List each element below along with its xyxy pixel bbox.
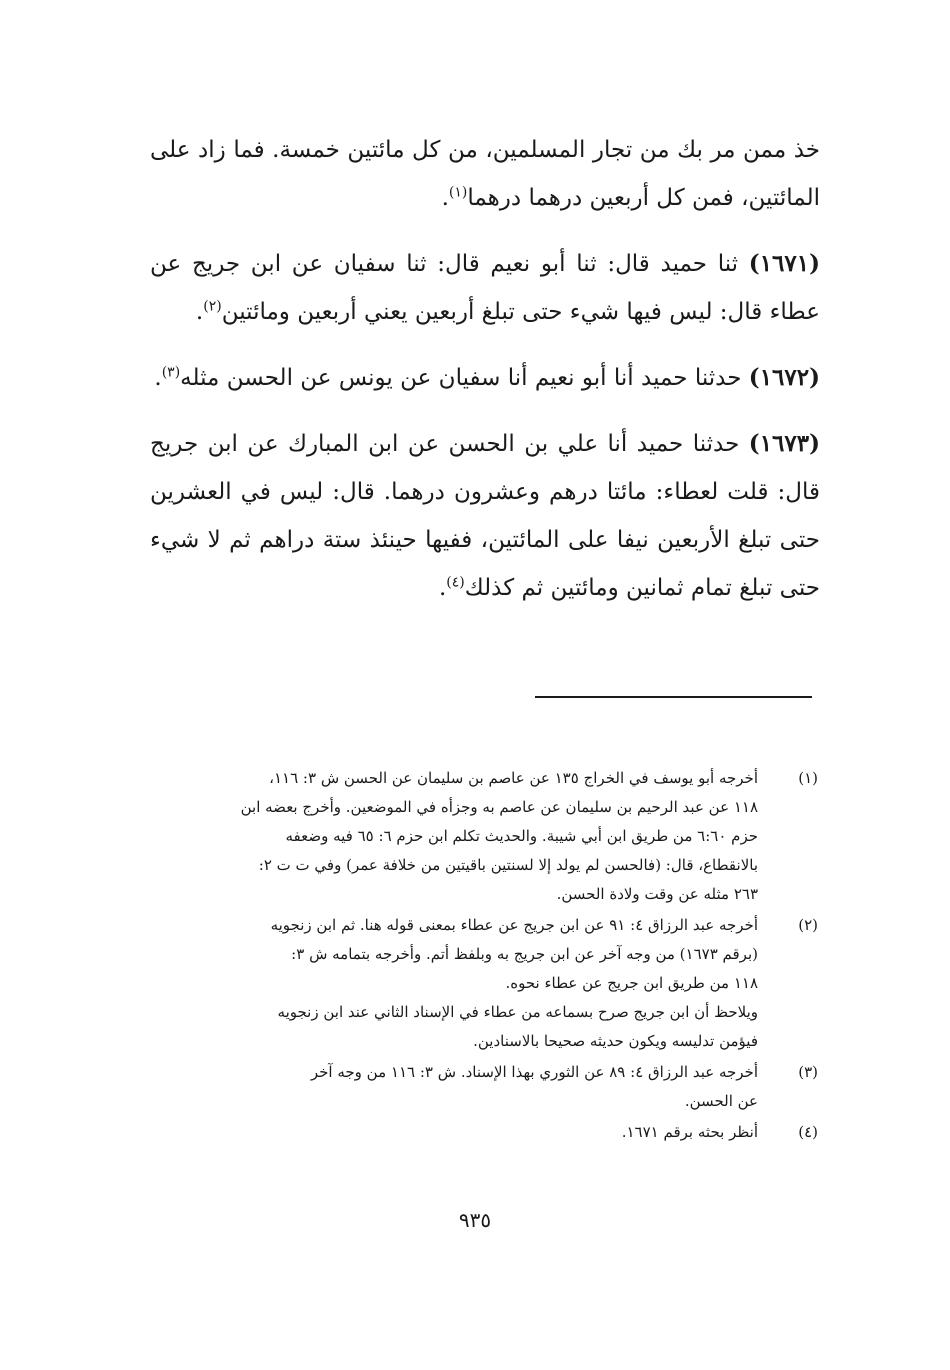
footnote-1-line-5: ٢٦٣ مثله عن وقت ولادة الحسن.: [556, 885, 758, 903]
footnote-2-line-3: ١١٨ من طريق ابن جريج عن عطاء نحوه.: [505, 974, 758, 992]
hadith-end-1673: .: [438, 575, 447, 601]
intro-line-1: خذ ممن مر بك من تجار المسلمين، من كل مائتين خمسة. فما زاد على: [150, 137, 820, 163]
footnote-body-1: [150, 764, 758, 909]
footnote-2-line-5: فيؤمن تدليسه ويكون حديثه صحيحا بالاسنادين.: [473, 1032, 758, 1050]
footnote-3-line-2: عن الحسن.: [684, 1092, 758, 1110]
footnote-4: [150, 1118, 820, 1147]
footnote-separator: [535, 696, 812, 698]
footnote-3-line-1: أخرجه عبد الرزاق ٤: ٨٩ عن الثوري بهذا الإسناد. ش ٣: ١١٦ من وجه آخر: [310, 1063, 758, 1081]
footnote-ref-1[interactable]: (١): [448, 184, 468, 201]
hadith-text-1671: ثنا حميد قال: ثنا أبو نعيم قال: ثنا سفيان عن ابن جريج عن عطاء قال: ليس فيها شيء حتى تبلغ أربعين يعني أربعين ومائتين: [150, 251, 820, 325]
footnote-2-line-1: أخرجه عبد الرزاق ٤: ٩١ عن ابن جريج عن عطاء بمعنى قوله هنا. ثم ابن زنجويه: [270, 916, 758, 934]
hadith-text-1673: حدثنا حميد أنا علي بن الحسن عن ابن المبارك عن ابن جريج قال: قلت لعطاء: مائتا درهم وعشرون درهما. قال: ليس في العشرين حتى تبلغ الأربعين نيفا على المائتين، ففيها حينئذ ستة دراهم ثم لا شيء حتى تبلغ تمام ثمانين ومائتين ثم كذلك: [150, 431, 820, 601]
footnote-marker-3: (٣): [798, 1063, 818, 1081]
intro-end: .: [441, 185, 449, 211]
footnote-marker-4: (٤): [798, 1123, 818, 1141]
footnote-body-4: [150, 1118, 758, 1147]
hadith-end-1671: .: [195, 299, 204, 325]
hadith-number-1673: (١٦٧٣): [748, 430, 820, 457]
footnote-ref-4[interactable]: (٤): [446, 574, 465, 591]
footnote-1: [150, 764, 820, 909]
hadith-end-1672: .: [154, 365, 162, 391]
hadith-1671: [150, 240, 820, 336]
hadith-1673: [150, 420, 820, 612]
footnote-body-2: [150, 911, 758, 1056]
hadith-number-1672: (١٦٧٢): [748, 364, 820, 391]
page-number: ٩٣٥: [458, 1208, 492, 1232]
hadith-1672: [150, 354, 820, 402]
footnotes: [150, 764, 820, 1149]
footnote-marker-1: (١): [798, 769, 818, 787]
main-text: [150, 126, 820, 630]
footnote-2: [150, 911, 820, 1056]
footnote-1-line-4: بالانقطاع، قال: (فالحسن لم يولد إلا لسنتين باقيتين من خلافة عمر) وفي ت ت ٢:: [258, 856, 758, 874]
footnote-3: [150, 1058, 820, 1116]
hadith-number-1671: (١٦٧١): [748, 250, 820, 277]
footnote-2-line-4: ويلاحظ أن ابن جريج صرح بسماعه من عطاء في الإسناد الثاني عند ابن زنجويه: [277, 1003, 758, 1021]
footnote-marker-2: (٢): [798, 916, 818, 934]
intro-paragraph: [150, 126, 820, 222]
intro-line-2: المائتين، فمن كل أربعين درهما درهما: [467, 185, 820, 211]
hadith-text-1672: حدثنا حميد أنا أبو نعيم أنا سفيان عن يونس عن الحسن مثله: [180, 365, 742, 391]
footnote-ref-3[interactable]: (٣): [161, 364, 181, 381]
footnote-1-line-2: ١١٨ عن عبد الرحيم بن سليمان عن عاصم به وجزأه في الموضعين. وأخرج بعضه ابن: [240, 798, 758, 816]
footnote-body-3: [150, 1058, 758, 1116]
footnote-ref-2[interactable]: (٢): [203, 298, 222, 315]
footnote-1-line-1: أخرجه أبو يوسف في الخراج ١٣٥ عن عاصم بن سليمان عن الحسن ش ٣: ١١٦،: [269, 769, 758, 787]
footnote-1-line-3: حزم ٦:٦٠ من طريق ابن أبي شيبة. والحديث تكلم ابن حزم ٦: ٦٥ فيه وضعفه: [285, 827, 758, 845]
footnote-2-line-2: (برقم ١٦٧٣) من وجه آخر عن ابن جريج به وبلفظ أتم. وأخرجه بتمامه ش ٣:: [291, 945, 758, 963]
footnote-4-line-1: أنظر بحثه برقم ١٦٧١.: [621, 1123, 758, 1141]
